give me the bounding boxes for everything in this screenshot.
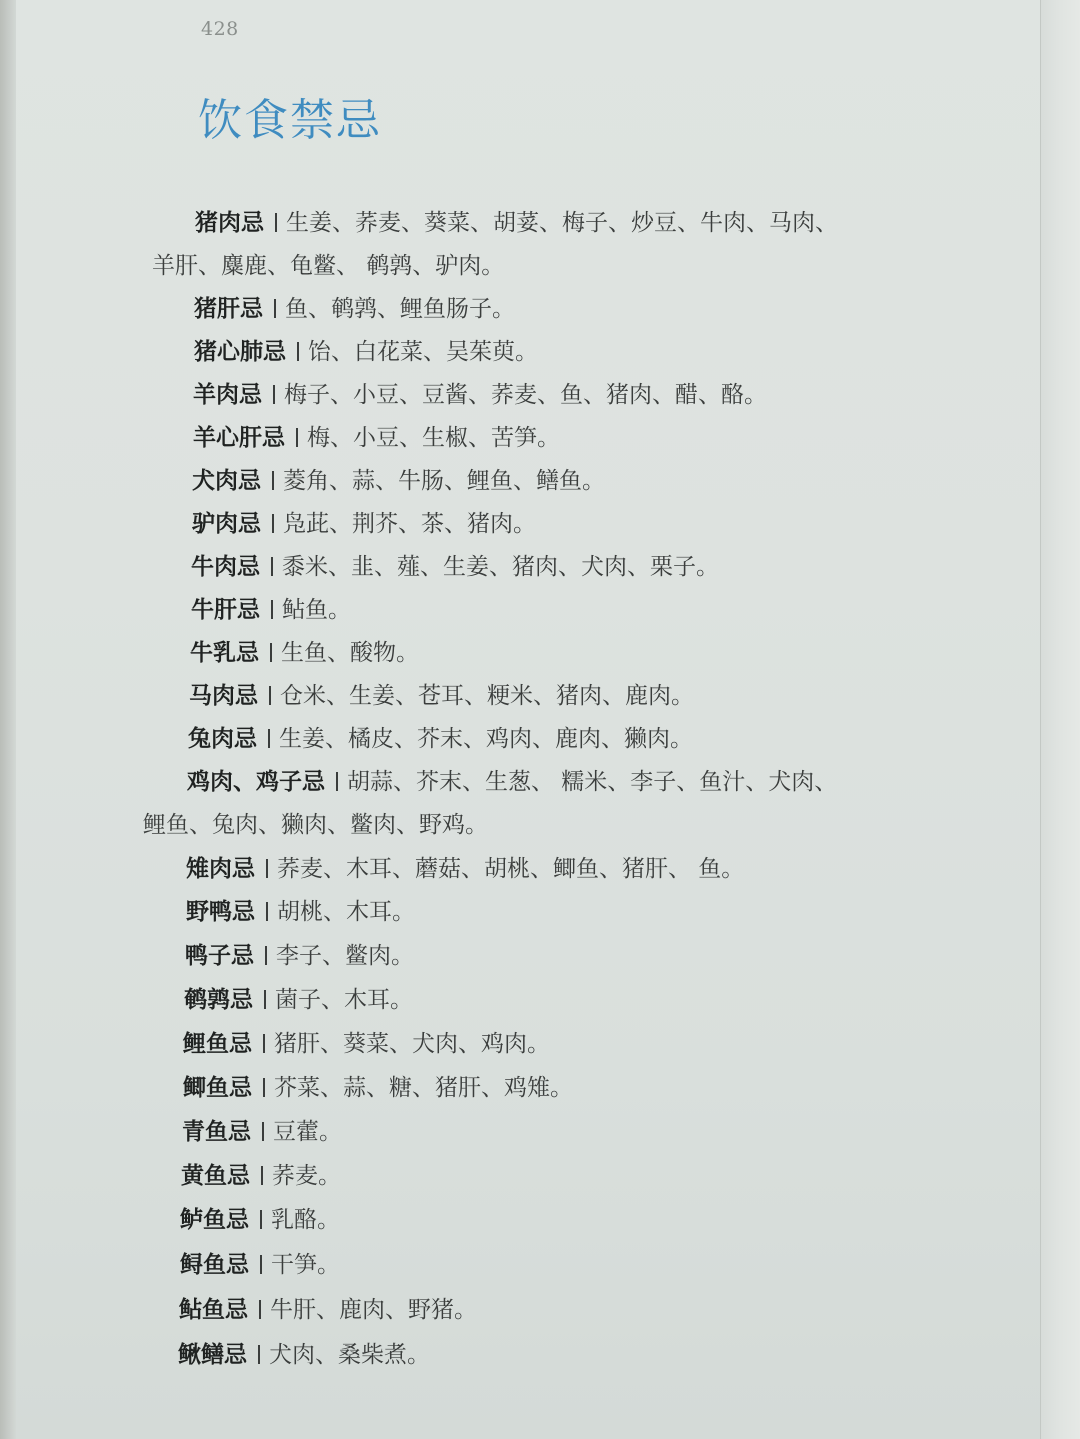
entry-text: 牛肝、鹿肉、野猪。 xyxy=(270,1297,477,1323)
separator-bar xyxy=(271,557,273,576)
entry-heading: 鲤鱼忌 xyxy=(183,1031,252,1057)
entry-text: 生姜、荞麦、葵菜、胡荽、梅子、炒豆、牛肉、马肉、 xyxy=(286,210,838,236)
entry-text: 乳酪。 xyxy=(271,1207,340,1233)
entry-line xyxy=(184,985,413,1015)
entry-heading: 鲫鱼忌 xyxy=(183,1075,252,1101)
separator-bar xyxy=(271,600,273,619)
entry-line xyxy=(178,1340,430,1370)
entry-continuation: 鲤鱼、兔肉、獭肉、鳖肉、野鸡。 xyxy=(143,812,488,838)
entry-line xyxy=(191,595,351,625)
separator-bar xyxy=(261,1166,263,1185)
entry-text: 鲇鱼。 xyxy=(282,597,351,623)
separator-bar xyxy=(260,1210,262,1229)
separator-bar xyxy=(260,1255,262,1274)
separator-bar xyxy=(265,946,267,965)
entry-heading: 鳅鳝忌 xyxy=(178,1342,247,1368)
entry-line xyxy=(191,552,719,582)
entry-line xyxy=(192,466,605,496)
entry-text: 犬肉、桑柴煮。 xyxy=(269,1342,430,1368)
separator-bar xyxy=(297,342,299,361)
entry-text: 菌子、木耳。 xyxy=(275,987,413,1013)
entry-line xyxy=(185,941,414,971)
separator-bar xyxy=(270,643,272,662)
entry-text: 鱼、鹌鹑、鲤鱼肠子。 xyxy=(285,296,515,322)
separator-bar xyxy=(274,299,276,318)
entry-line xyxy=(192,509,536,539)
separator-bar xyxy=(275,213,277,232)
entry-heading: 猪肝忌 xyxy=(194,296,263,322)
entry-line xyxy=(188,724,693,754)
entry-heading: 鲟鱼忌 xyxy=(180,1252,249,1278)
entry-heading: 鲈鱼忌 xyxy=(180,1207,249,1233)
entry-text: 胡蒜、芥末、生葱、 糯米、李子、鱼汁、犬肉、 xyxy=(347,769,838,795)
entry-text: 干笋。 xyxy=(271,1252,340,1278)
separator-bar xyxy=(263,1078,265,1097)
page-title: 饮食禁忌 xyxy=(198,95,382,146)
separator-bar xyxy=(273,385,275,404)
entry-heading: 野鸭忌 xyxy=(186,899,255,925)
entry-heading: 猪心肺忌 xyxy=(194,339,286,365)
entry-text: 猪肝、葵菜、犬肉、鸡肉。 xyxy=(274,1031,550,1057)
separator-bar xyxy=(258,1345,260,1364)
entry-text: 黍米、韭、薤、生姜、猪肉、犬肉、栗子。 xyxy=(282,554,719,580)
entry-heading: 鹌鹑忌 xyxy=(184,987,253,1013)
entry-line xyxy=(179,1295,477,1325)
page-number: 428 xyxy=(201,18,239,40)
entry-line xyxy=(193,380,767,410)
entry-text: 凫茈、荆芥、茶、猪肉。 xyxy=(283,511,536,537)
entry-text: 仓米、生姜、苍耳、粳米、猪肉、鹿肉。 xyxy=(280,683,694,709)
separator-bar xyxy=(336,772,338,791)
entry-heading: 马肉忌 xyxy=(189,683,258,709)
entry-text: 梅子、小豆、豆酱、荞麦、鱼、猪肉、醋、酪。 xyxy=(284,382,767,408)
entry-text: 胡桃、木耳。 xyxy=(277,899,415,925)
entry-line xyxy=(180,1205,340,1235)
separator-bar xyxy=(266,902,268,921)
entry-text: 李子、鳖肉。 xyxy=(276,943,414,969)
entry-heading: 雉肉忌 xyxy=(186,856,255,882)
separator-bar xyxy=(269,686,271,705)
entry-line xyxy=(182,1117,342,1147)
entry-line xyxy=(195,208,838,238)
separator-bar xyxy=(266,859,268,878)
entry-heading: 黄鱼忌 xyxy=(181,1163,250,1189)
entry-text: 芥菜、蒜、糖、猪肝、鸡雉。 xyxy=(274,1075,573,1101)
entry-heading: 兔肉忌 xyxy=(188,726,257,752)
entry-heading: 羊心肝忌 xyxy=(193,425,285,451)
entry-line xyxy=(186,854,744,884)
entry-line xyxy=(186,897,415,927)
entry-line xyxy=(183,1073,573,1103)
entry-line xyxy=(183,1029,550,1059)
entry-line xyxy=(187,767,837,797)
entry-text: 荞麦、木耳、蘑菇、胡桃、鲫鱼、猪肝、 鱼。 xyxy=(277,856,745,882)
entry-heading: 青鱼忌 xyxy=(182,1119,251,1145)
entry-heading: 牛乳忌 xyxy=(190,640,259,666)
entry-heading: 牛肉忌 xyxy=(191,554,260,580)
entry-heading: 猪肉忌 xyxy=(195,210,264,236)
entry-heading: 牛肝忌 xyxy=(191,597,260,623)
entry-line xyxy=(190,638,419,668)
entry-text: 生鱼、酸物。 xyxy=(281,640,419,666)
entry-line xyxy=(180,1250,340,1280)
entry-heading: 鸭子忌 xyxy=(185,943,254,969)
entry-heading: 鸡肉、鸡子忌 xyxy=(187,769,325,795)
separator-bar xyxy=(264,990,266,1009)
entry-heading: 鲇鱼忌 xyxy=(179,1297,248,1323)
separator-bar xyxy=(268,729,270,748)
entry-text: 饴、白花菜、吴茱萸。 xyxy=(308,339,538,365)
entry-line xyxy=(193,423,560,453)
separator-bar xyxy=(262,1122,264,1141)
entry-line xyxy=(194,294,515,324)
entry-heading: 羊肉忌 xyxy=(193,382,262,408)
entry-text: 梅、小豆、生椒、苦笋。 xyxy=(307,425,560,451)
separator-bar xyxy=(272,514,274,533)
entry-text: 菱角、蒜、牛肠、鲤鱼、鳝鱼。 xyxy=(283,468,605,494)
separator-bar xyxy=(272,471,274,490)
entry-text: 生姜、橘皮、芥末、鸡肉、鹿肉、獭肉。 xyxy=(279,726,693,752)
entry-heading: 犬肉忌 xyxy=(192,468,261,494)
entry-text: 荞麦。 xyxy=(272,1163,341,1189)
entry-line xyxy=(194,337,538,367)
entry-line xyxy=(189,681,694,711)
entry-heading: 驴肉忌 xyxy=(192,511,261,537)
entry-line xyxy=(181,1161,341,1191)
separator-bar xyxy=(296,428,298,447)
separator-bar xyxy=(263,1034,265,1053)
entry-text: 豆藿。 xyxy=(273,1119,342,1145)
separator-bar xyxy=(259,1300,261,1319)
entry-continuation: 羊肝、麋鹿、龟鳖、 鹌鹑、驴肉。 xyxy=(152,253,505,279)
